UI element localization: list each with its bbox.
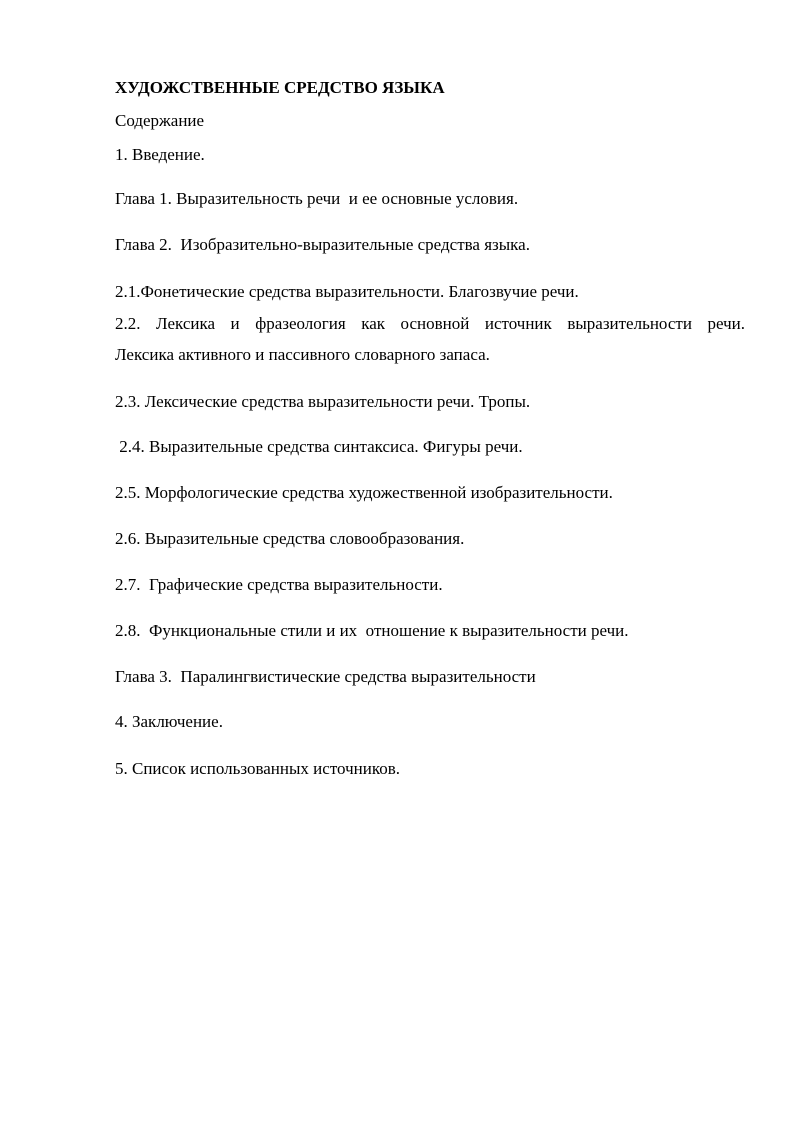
- toc-item-2-5: 2.5. Морфологические средства художественной изобразительности.: [115, 483, 613, 502]
- toc-item-2-8: 2.8. Функциональные стили и их отношение к выразительности речи.: [115, 621, 629, 640]
- document-title: ХУДОЖСТВЕННЫЕ СРЕДСТВО ЯЗЫКА: [115, 78, 445, 97]
- toc-item-2-7: 2.7. Графические средства выразительности.: [115, 575, 443, 594]
- contents-heading: Содержание: [115, 111, 205, 130]
- toc-item-2-6: 2.6. Выразительные средства словообразования.: [115, 529, 465, 548]
- toc-item-chapter-2: Глава 2. Изобразительно-выразительные средства языка.: [115, 235, 530, 254]
- toc-item-2-2-continuation: Лексика активного и пассивного словарного запаса.: [115, 345, 490, 364]
- toc-item-introduction: 1. Введение.: [115, 145, 205, 164]
- toc-item-chapter-1: Глава 1. Выразительность речи и ее основные условия.: [115, 189, 519, 208]
- toc-item-2-1: 2.1.Фонетические средства выразительности. Благозвучие речи.: [115, 282, 579, 301]
- toc-item-2-2: 2.2. Лексика и фразеология как основной источник выразительности речи.: [115, 314, 745, 333]
- toc-item-conclusion: 4. Заключение.: [115, 712, 223, 731]
- toc-item-2-3: 2.3. Лексические средства выразительности речи. Тропы.: [115, 392, 531, 411]
- toc-item-chapter-3: Глава 3. Паралингвистические средства выразительности: [115, 667, 536, 686]
- toc-item-references: 5. Список использованных источников.: [115, 759, 400, 778]
- toc-item-2-4: 2.4. Выразительные средства синтаксиса. Фигуры речи.: [115, 437, 523, 456]
